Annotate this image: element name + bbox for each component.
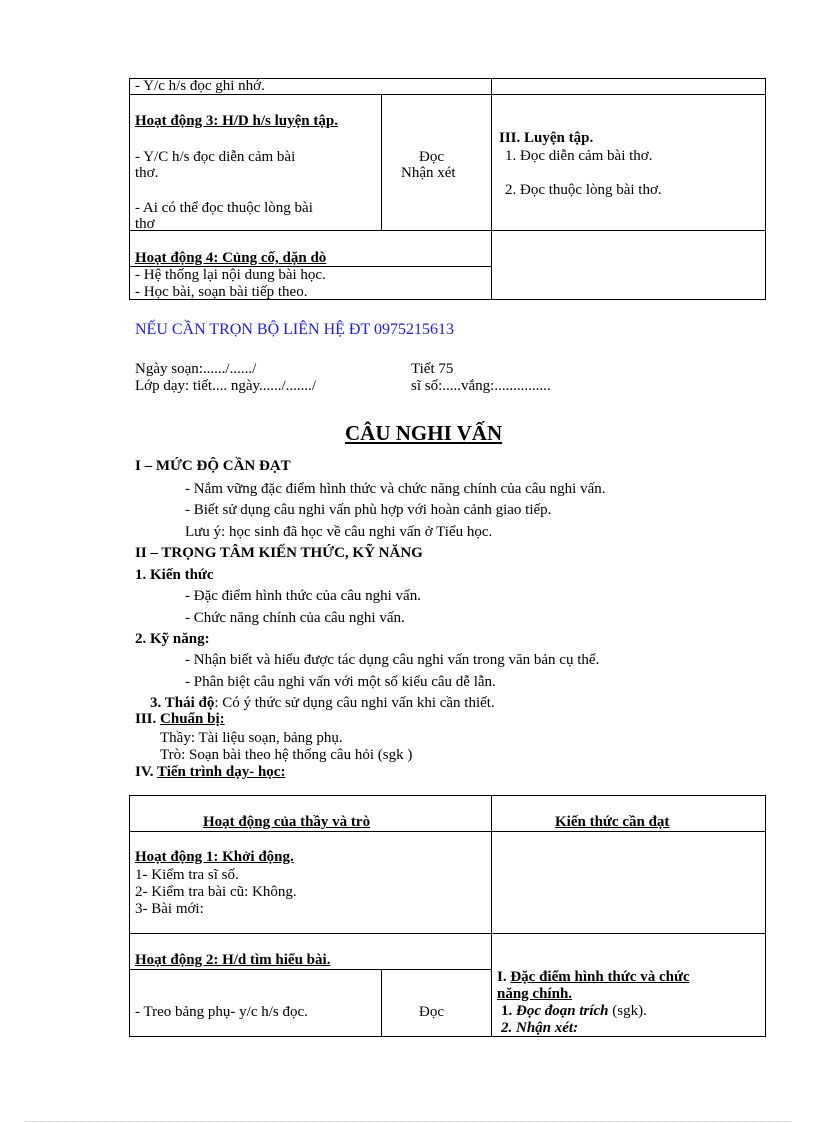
section-2-heading: II – TRỌNG TÂM KIẾN THỨC, KỸ NĂNG: [135, 545, 423, 561]
section-4-label: IV.: [135, 764, 157, 780]
attitude-line: [150, 696, 495, 711]
activity-3-title: Hoạt động 3: H/D h/s luyện tập.: [135, 113, 338, 129]
activity-4-line-1: - Hệ thống lại nội dung bài học.: [135, 267, 326, 283]
activity-4-line-2: - Học bài, soạn bài tiếp theo.: [135, 284, 308, 300]
section-4-title: Tiến trình dạy- học:: [156, 764, 286, 780]
page-bottom-divider: [25, 1121, 791, 1122]
section-3-title: Chuẩn bị:: [160, 711, 225, 727]
practice-item-1: 1. Đọc diễn cảm bài thơ.: [505, 148, 653, 164]
class-taught: Lớp dạy: tiết.... ngày....../......./: [135, 378, 317, 394]
table1-memo-row: - Y/c h/s đọc ghi nhớ.: [135, 78, 265, 94]
features-roman: I.: [497, 969, 511, 985]
lesson-number: Tiết 75: [411, 361, 454, 377]
knowledge-heading: 1. Kiến thức: [135, 567, 214, 583]
activity-3-mid-comment: Nhận xét: [401, 165, 456, 181]
attendance: sĩ số:.....vắng:...............: [411, 378, 551, 394]
section-1-line-2: - Biết sử dụng câu nghi vấn phù hợp với hoàn cảnh giao tiếp.: [185, 502, 552, 518]
read-excerpt-num: 1.: [501, 1003, 516, 1019]
table2-col-1-header: Hoạt động của thầy và trò: [203, 814, 371, 830]
section-1-line-1: - Nắm vững đặc điểm hình thức và chức năng chính của câu nghi vấn.: [185, 481, 606, 497]
activity-1-item-3: 3- Bài mới:: [135, 901, 204, 917]
activity-2-mid-read: Đọc: [419, 1004, 444, 1020]
section-4-heading: [135, 765, 285, 780]
read-excerpt-sgk: (sgk).: [608, 1003, 647, 1019]
activity-3-line-2b: thơ: [135, 216, 155, 232]
knowledge-1: - Đặc điểm hình thức của câu nghi vấn.: [185, 588, 421, 604]
activity-3-mid-read: Đọc: [419, 149, 444, 165]
activity-1-item-2: 2- Kiểm tra bài cũ: Không.: [135, 884, 297, 900]
date-prepared: Ngày soạn:....../....../: [135, 361, 257, 377]
section-1-note: Lưu ý: học sinh đã học về câu nghi vấn ở Tiểu học.: [185, 524, 493, 540]
features-title-a: Đặc điểm hình thức và chức: [510, 969, 690, 985]
page-title: CÂU NGHI VẤN: [345, 421, 503, 445]
knowledge-2: - Chức năng chính của câu nghi vấn.: [185, 610, 405, 626]
activity-3-line-2a: - Ai có thể đọc thuộc lòng bài: [135, 200, 313, 216]
skills-heading: 2. Kỹ năng:: [135, 631, 210, 647]
activity-3-line-1a: - Y/C h/s đọc diễn cảm bài: [135, 149, 296, 165]
table2-col-2-header: Kiến thức cần đạt: [555, 814, 670, 830]
remarks-heading: 2. Nhận xét:: [501, 1020, 579, 1036]
attitude-label: 3. Thái độ: [150, 695, 215, 711]
practice-heading: III. Luyện tập.: [499, 130, 594, 146]
practice-item-2: 2. Đọc thuộc lòng bài thơ.: [505, 182, 662, 198]
skill-1: - Nhận biết và hiểu được tác dụng câu nghi vấn trong văn bản cụ thể.: [185, 652, 600, 668]
activity-1-title: Hoạt động 1: Khởi động.: [135, 849, 294, 865]
activity-2-line: - Treo bảng phụ- y/c h/s đọc.: [135, 1004, 308, 1020]
skill-2: - Phân biệt câu nghi vấn với một số kiểu câu dễ lẫn.: [185, 674, 496, 690]
read-excerpt-text: Đọc đoạn trích: [516, 1003, 609, 1019]
activity-2-title: Hoạt động 2: H/d tìm hiểu bài.: [135, 952, 331, 968]
features-heading-line-1: [497, 970, 690, 985]
read-excerpt-line: [501, 1004, 647, 1019]
activity-1-item-1: 1- Kiểm tra sĩ số.: [135, 867, 239, 883]
activity-3-line-1b: thơ.: [135, 165, 159, 181]
contact-line: NẾU CẦN TRỌN BỘ LIÊN HỆ ĐT 0975215613: [135, 321, 454, 338]
features-title-b: năng chính.: [497, 986, 573, 1002]
section-3-label: III.: [135, 711, 161, 727]
teacher-prep: Thầy: Tài liệu soạn, bảng phụ.: [160, 730, 343, 746]
section-3-heading: [135, 712, 225, 727]
activity-4-title: Hoạt động 4: Củng cố, dặn dò: [135, 250, 327, 266]
attitude-text: : Có ý thức sử dụng câu nghi vấn khi cần thiết.: [214, 695, 495, 711]
section-1-heading: I – MỨC ĐỘ CẦN ĐẠT: [135, 458, 291, 474]
student-prep: Trò: Soạn bài theo hệ thống câu hỏi (sgk ): [160, 747, 413, 763]
